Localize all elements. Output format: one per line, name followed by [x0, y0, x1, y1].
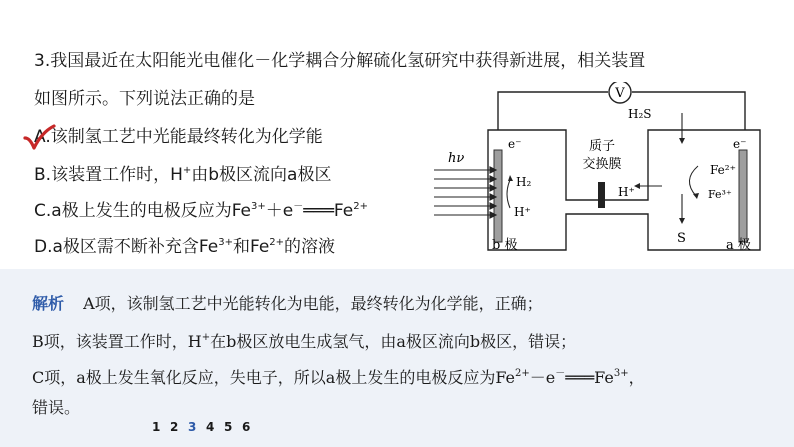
light-label: hν	[448, 151, 465, 166]
option-d[interactable]: D.a极区需不断补充含$Fe^{3+}$和$Fe^{2+}$的溶液	[34, 237, 336, 257]
svg-text:质子: 质子	[588, 139, 616, 154]
option-c[interactable]: C.a极上发生的电极反应为$Fe^{3+}+e^-═══Fe^{2+}$	[34, 201, 368, 221]
svg-text:H₂S: H₂S	[628, 107, 652, 121]
question-line-1: 3.我国最近在太阳能光电催化－化学耦合分解硫化氢研究中获得新进展，相关装置	[34, 51, 646, 71]
page-4[interactable]: 4	[206, 420, 215, 434]
svg-text:Fe²⁺: Fe²⁺	[710, 163, 736, 177]
svg-text:e⁻: e⁻	[733, 137, 747, 151]
option-b[interactable]: B.该装置工作时，H+由b极区流向a极区	[34, 165, 332, 185]
voltmeter-label: V	[615, 86, 625, 101]
svg-text:e⁻: e⁻	[508, 137, 522, 151]
check-mark-icon	[22, 124, 56, 154]
page-6[interactable]: 6	[242, 420, 251, 434]
analysis-line-2: B项，该装置工作时，H+在b极区放电生成氢气，由a极区流向b极区，错误；	[32, 332, 577, 351]
proton-exchange-membrane	[598, 182, 605, 208]
svg-text:S: S	[677, 231, 686, 246]
analysis-line-4: 错误。	[32, 398, 81, 417]
analysis-panel	[0, 269, 794, 447]
analysis-line-1: 解析 A项，该制氢工艺中光能转化为电能，最终转化为化学能，正确；	[32, 294, 543, 313]
analysis-line-3: C项，a极上发生氧化反应，失电子，所以a极上发生的电极反应为$Fe^{2+}-e^-═══Fe^{3+}$，	[32, 368, 645, 387]
page-5[interactable]: 5	[224, 420, 233, 434]
option-a[interactable]: A.该制氢工艺中光能最终转化为化学能	[34, 127, 323, 147]
page-3[interactable]: 3	[188, 420, 197, 434]
pagination	[152, 420, 260, 434]
svg-text:H₂: H₂	[516, 175, 532, 189]
svg-text:a 极: a 极	[726, 238, 751, 253]
svg-text:H⁺: H⁺	[618, 185, 635, 199]
svg-text:H⁺: H⁺	[514, 205, 531, 219]
page-1[interactable]: 1	[152, 420, 161, 434]
svg-text:交换膜: 交换膜	[582, 157, 622, 172]
analysis-title: 解析	[32, 294, 65, 313]
apparatus-diagram	[430, 82, 790, 262]
a-electrode	[739, 150, 747, 242]
question-line-2: 如图所示。下列说法正确的是	[34, 89, 255, 109]
svg-text:Fe³⁺: Fe³⁺	[708, 188, 732, 201]
page-2[interactable]: 2	[170, 420, 179, 434]
svg-text:b 极: b 极	[492, 238, 518, 253]
